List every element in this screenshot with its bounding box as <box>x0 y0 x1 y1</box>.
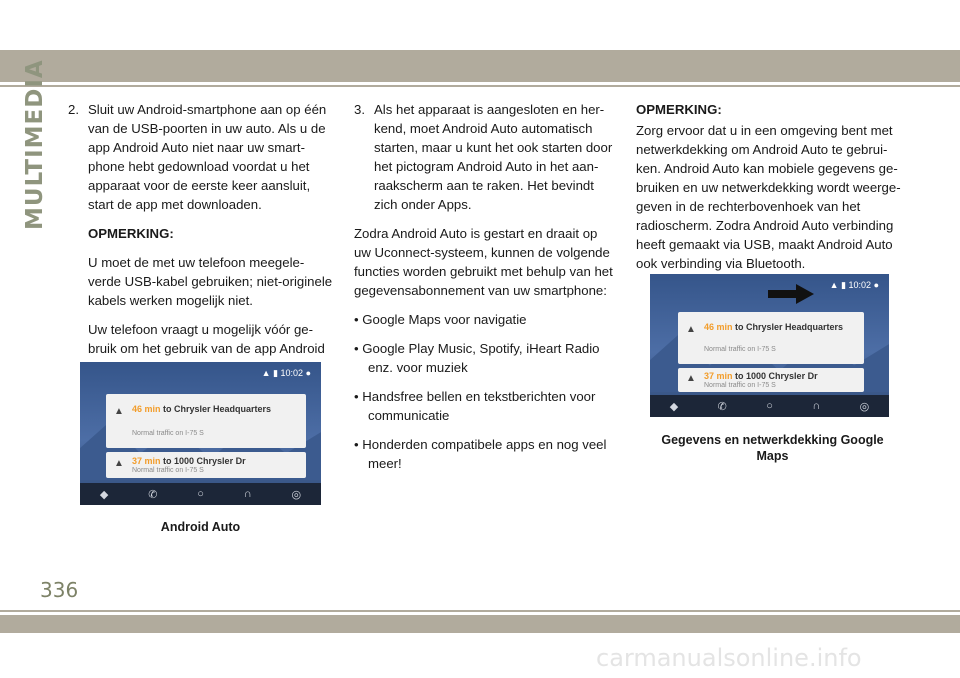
header-rule <box>0 85 960 87</box>
phone-icon[interactable]: ✆ <box>717 400 727 413</box>
feature-item: • Handsfree bellen en tekstberichten voor communicatie <box>354 389 596 423</box>
phone-icon[interactable]: ✆ <box>148 488 158 501</box>
direction-arrow-icon: ▲ <box>686 373 696 384</box>
feature-item: • Honderden compatibele apps en nog veel meer! <box>354 437 607 471</box>
home-icon[interactable]: ○ <box>197 488 204 500</box>
route-2-eta: 37 min <box>704 371 733 381</box>
figure-caption-2: Gegevens en netwerkdekking Google Maps <box>661 433 884 463</box>
feature-item: • Google Play Music, Spotify, iHeart Radio enz. voor muziek <box>354 341 600 375</box>
headphones-icon[interactable]: ∩ <box>243 488 252 500</box>
route-1-destination: to Chrysler Headquarters <box>163 404 272 414</box>
android-nav-bar <box>650 395 889 417</box>
home-icon[interactable]: ○ <box>766 400 773 412</box>
route-card-1[interactable] <box>106 394 306 448</box>
section-label: MULTIMEDIA <box>22 59 48 230</box>
status-bar <box>830 280 879 291</box>
feature-item: • Google Maps voor navigatie <box>354 312 527 327</box>
coverage-note: Zorg ervoor dat u in een omgeving bent met netwerkdekking om Android Auto te gebrui-ken. Android Auto kan mobiele gegevens ge-bruiken en uw netwerkdekking wordt weerge-geven in de rechterbovenhoek van het radioscherm. Zodra Android Auto verbinding heeft gemaakt via USB, maakt Android Auto ook verbinding via Bluetooth. <box>636 123 901 271</box>
figure-caption-1: Android Auto <box>160 520 241 534</box>
header-band <box>0 50 960 82</box>
headphones-icon[interactable]: ∩ <box>812 400 821 412</box>
direction-arrow-icon: ▲ <box>114 458 124 469</box>
note-title-2: OPMERKING: <box>636 102 722 117</box>
column-1 <box>68 100 334 387</box>
pointer-arrow-icon <box>768 284 814 304</box>
route-1-traffic: Normal traffic on I-75 S <box>132 430 204 437</box>
route-1-traffic: Normal traffic on I-75 S <box>704 346 776 353</box>
route-2-title <box>132 456 246 466</box>
direction-arrow-icon: ▲ <box>114 406 124 417</box>
route-2-destination: to 1000 Chrysler Dr <box>163 456 246 466</box>
route-2-eta: 37 min <box>132 456 161 466</box>
navigation-icon[interactable]: ◆ <box>99 488 109 501</box>
route-2-traffic: Normal traffic on I-75 S <box>132 467 204 474</box>
watermark: carmanualsonline.info <box>596 644 862 672</box>
column-3 <box>636 100 902 283</box>
route-2-destination: to 1000 Chrysler Dr <box>735 371 818 381</box>
route-1-title <box>132 404 271 414</box>
signal-icon: ▲ ▮ <box>261 368 281 378</box>
route-card-2[interactable] <box>106 452 306 478</box>
footer-band <box>0 615 960 633</box>
features-intro: Zodra Android Auto is gestart en draait op uw Uconnect-systeem, kunnen de volgende functies worden gebruikt met behulp van het gegevensabonnement van uw smartphone: <box>354 226 613 298</box>
footer-rule <box>0 610 960 612</box>
route-1-title <box>704 322 843 332</box>
note-paragraph-2: Uw telefoon vraagt u mogelijk vóór ge-bruik om het gebruik van de app Android <box>88 322 325 356</box>
route-card-2[interactable] <box>678 368 864 392</box>
route-2-title <box>704 371 818 381</box>
route-2-traffic: Normal traffic on I-75 S <box>704 382 776 389</box>
clock: 10:02 <box>848 280 872 290</box>
step-3 <box>354 100 617 214</box>
exit-icon[interactable]: ◎ <box>859 400 870 413</box>
route-1-eta: 46 min <box>132 404 161 414</box>
step-3-number: 3. <box>354 102 365 117</box>
step-2-number: 2. <box>68 102 79 117</box>
step-2-text: Sluit uw Android-smartphone aan op één van de USB-poorten in uw auto. Als u de app Android Auto niet naar uw smart-phone hebt gedownload voordat u het apparaat voor de eerste keer aansluit, start de app met downloaden. <box>88 102 327 212</box>
route-1-eta: 46 min <box>704 322 733 332</box>
column-2 <box>354 100 617 483</box>
network-coverage-screenshot <box>650 274 889 417</box>
step-2 <box>68 100 334 214</box>
step-3-text: Als het apparaat is aangesloten en her-kend, moet Android Auto automatisch starten, maar u kunt het ook starten door het pictogram Android Auto in het aan-raakscherm aan te raken. Het bevindt zich onder Apps. <box>374 102 613 212</box>
direction-arrow-icon: ▲ <box>686 324 696 335</box>
android-auto-screenshot <box>80 362 321 505</box>
note-paragraph-1: U moet de met uw telefoon meegele-verde USB-kabel gebruiken; niet-originele kabels werken mogelijk niet. <box>88 255 333 308</box>
signal-icon: ▲ ▮ <box>829 280 849 290</box>
page-number: 336 <box>40 578 79 602</box>
status-bar <box>262 368 311 379</box>
route-1-destination: to Chrysler Headquarters <box>735 322 844 332</box>
route-card-1[interactable] <box>678 312 864 364</box>
clock: 10:02 <box>280 368 304 378</box>
android-nav-bar <box>80 483 321 505</box>
note-title: OPMERKING: <box>88 226 174 241</box>
mic-icon: ● <box>303 368 311 378</box>
navigation-icon[interactable]: ◆ <box>669 400 679 413</box>
exit-icon[interactable]: ◎ <box>291 488 302 501</box>
mic-icon: ● <box>871 280 879 290</box>
